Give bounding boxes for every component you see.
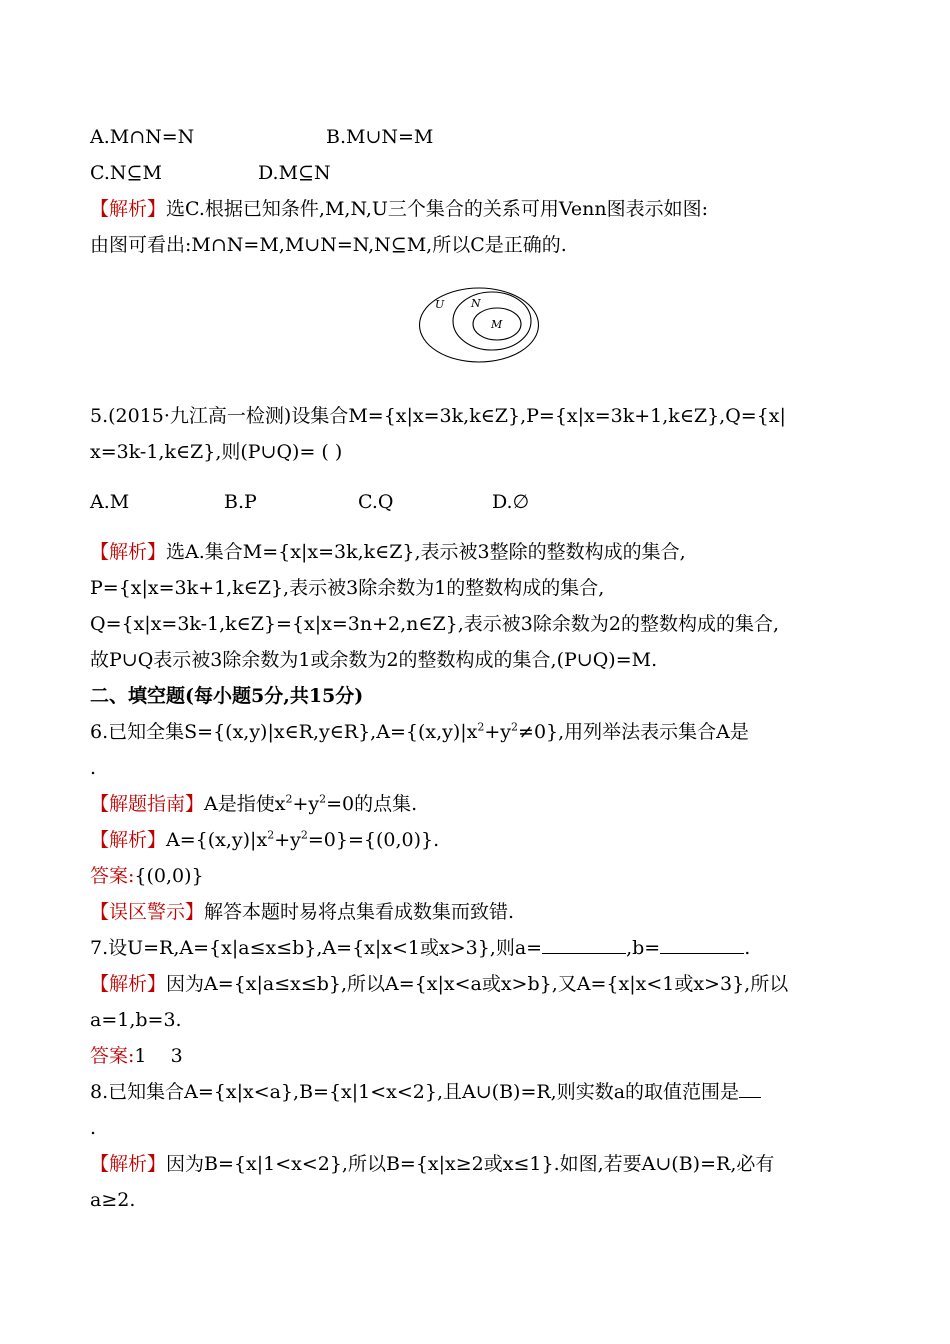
q4-option-c: C.N⊆M (90, 162, 162, 184)
answer-tag: 答案: (90, 865, 135, 887)
analysis-tag: 【解析】 (90, 541, 167, 563)
q8-stem-end: . (90, 1117, 97, 1139)
q4-solution-line-1 (90, 196, 708, 222)
venn-label-n: N (471, 297, 481, 310)
venn-label-m: M (491, 318, 503, 331)
analysis-tag: 【解析】 (90, 1153, 167, 1175)
q7-stem (90, 935, 750, 961)
q7-solution-line-1 (90, 971, 788, 997)
q4-solution-text: 选C.根据已知条件,M,N,U三个集合的关系可用Venn图表示如图: (166, 198, 709, 220)
answer-blank (542, 935, 626, 954)
q5-option-a: A.M (90, 491, 130, 513)
q5-option-d: D.∅ (492, 491, 530, 513)
q7-answer-value: 1 3 (134, 1045, 183, 1067)
superscript: 2 (477, 720, 485, 734)
superscript: 2 (511, 720, 519, 734)
q6-solution (90, 827, 439, 853)
q6-warning (90, 899, 514, 925)
q5-solution-line-2: P={x|x=3k+1,k∈Z},表示被3除余数为1的整数构成的集合, (90, 577, 605, 599)
venn-label-u: U (435, 298, 445, 311)
q6-stem-part: ≠0},用列举法表示集合A是 (518, 721, 749, 743)
q7-solution-text: 因为A={x|a≤x≤b},所以A={x|x<a或x>b},又A={x|x<1或x>3},所以 (166, 973, 789, 995)
q6-warning-text: 解答本题时易将点集看成数集而致错. (204, 901, 515, 923)
q6-answer (90, 863, 204, 889)
analysis-tag: 【解析】 (90, 829, 167, 851)
q5-solution-line-4: 故P∪Q表示被3除余数为1或余数为2的整数构成的集合,(P∪Q)=M. (90, 649, 658, 671)
q5-solution-line-3: Q={x|x=3k-1,k∈Z}={x|x=3n+2,n∈Z},表示被3除余数为2的整数构成的集合, (90, 613, 780, 635)
q8-solution-line-1 (90, 1151, 774, 1177)
warning-tag: 【误区警示】 (90, 901, 205, 923)
q6-stem-end: . (90, 757, 97, 779)
q7-solution-line-2: a=1,b=3. (90, 1009, 182, 1031)
q7-answer (90, 1043, 183, 1069)
q6-guide-part: =0的点集. (326, 793, 418, 815)
superscript: 2 (319, 792, 327, 806)
q6-solution-part: =0}={(0,0)}. (307, 829, 440, 851)
q6-guide-part: +y (292, 793, 320, 815)
guide-tag: 【解题指南】 (90, 793, 205, 815)
q5-stem-line-1: 5.(2015·九江高一检测)设集合M={x|x=3k,k∈Z},P={x|x=3k+1,k∈Z},Q={x| (90, 405, 786, 427)
superscript: 2 (300, 828, 308, 842)
venn-diagram (418, 286, 540, 364)
answer-blank (739, 1079, 761, 1098)
q4-option-b: B.M∪N=M (326, 126, 434, 148)
q7-stem-part: 7.设U=R,A={x|a≤x≤b},A={x|x<1或x>3},则a= (90, 937, 543, 959)
q6-solution-part: +y (274, 829, 301, 851)
q7-stem-part: ,b= (626, 937, 661, 959)
q6-stem-part: +y (484, 721, 512, 743)
q4-option-a: A.M∩N=N (90, 126, 195, 148)
q5-solution-line-1 (90, 539, 686, 565)
analysis-tag: 【解析】 (90, 198, 167, 220)
analysis-tag: 【解析】 (90, 973, 167, 995)
q5-option-b: B.P (224, 491, 257, 513)
q6-solution-part: A={(x,y)|x (166, 829, 268, 851)
q5-stem-line-2: x=3k-1,k∈Z},则(P∪Q)= ( ) (90, 441, 343, 463)
q6-stem-part: 6.已知全集S={(x,y)|x∈R,y∈R},A={(x,y)|x (90, 721, 478, 743)
q4-solution-line-2: 由图可看出:M∩N=M,M∪N=N,N⊆M,所以C是正确的. (90, 234, 567, 256)
section-title: 二、填空题(每小题5分,共15分) (90, 685, 364, 707)
answer-tag: 答案: (90, 1045, 135, 1067)
answer-blank (660, 935, 744, 954)
q5-solution-text: 选A.集合M={x|x=3k,k∈Z},表示被3整除的整数构成的集合, (166, 541, 686, 563)
q7-stem-part: . (744, 937, 751, 959)
q8-solution-line-2: a≥2. (90, 1189, 136, 1211)
q5-option-c: C.Q (358, 491, 394, 513)
q8-stem (90, 1079, 761, 1105)
q4-option-d: D.M⊆N (258, 162, 331, 184)
q8-solution-text: 因为B={x|1<x<2},所以B={x|x≥2或x≤1}.如图,若要A∪(B)=R,必有 (166, 1153, 775, 1175)
superscript: 2 (267, 828, 275, 842)
q6-guide (90, 791, 417, 817)
q8-stem-text: 8.已知集合A={x|x<a},B={x|1<x<2},且A∪(B)=R,则实数a的取值范围是 (90, 1081, 740, 1103)
superscript: 2 (285, 792, 293, 806)
q6-stem (90, 719, 749, 745)
q6-answer-value: {(0,0)} (134, 865, 204, 887)
q6-guide-part: A是指使x (204, 793, 286, 815)
